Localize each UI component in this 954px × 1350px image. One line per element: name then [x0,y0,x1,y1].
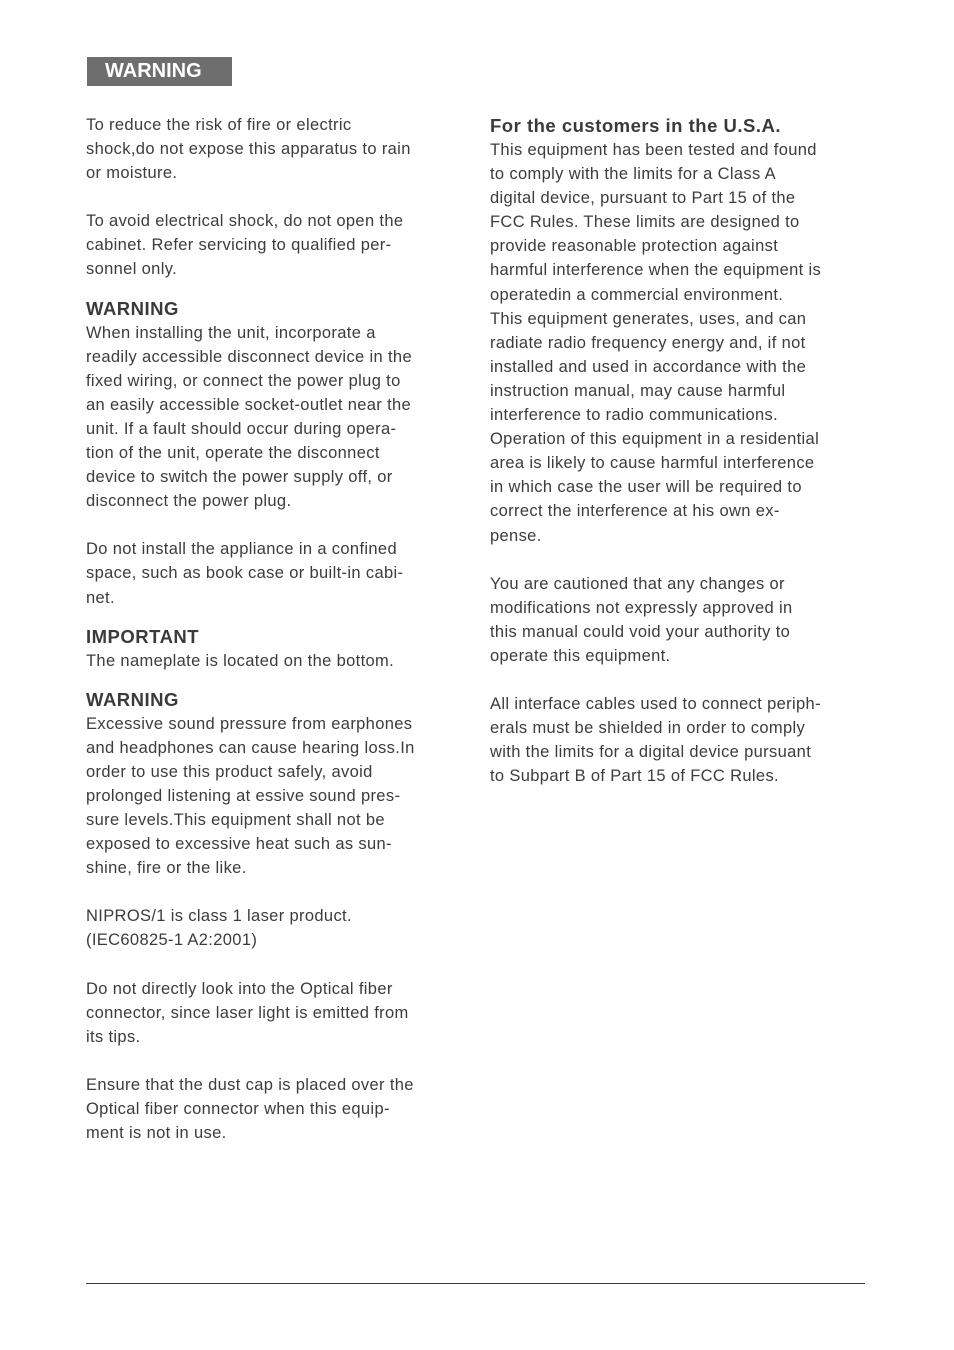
confined-space-paragraph: Do not install the appliance in a confined space, such as book case or built-in cabi- net. [86,540,404,607]
modifications-paragraph: You are cautioned that any changes or modifications not expressly approved in this manual could void your authority to operate this equipment. [490,574,793,665]
nameplate-paragraph: The nameplate is located on the bottom. [86,651,395,670]
fcc-compliance-paragraph: This equipment has been tested and found to comply with the limits for a Class A digital device, pursuant to Part 15 of the FCC Rules. These limits are designed to provide reasonable protection against harmful interference when the equipment is operatedin a commercial environment. This equipment generates, uses, and can radiate radio frequency energy and, if not installed and used in accordance with the instruction manual, may cause harmful interference to radio communications. Operation of this equipment in a residential area is likely to cause harmful interference in which case the user will be required to correct the interference at his own ex- pense. [490,141,822,545]
fire-shock-paragraph: To reduce the risk of fire or electric shock,do not expose this apparatus to rain or moisture. [86,116,411,183]
warning-badge: WARNING [87,57,232,86]
installation-warning-paragraph: When installing the unit, incorporate a readily accessible disconnect device in the fixed wiring, or connect the power plug to an easily accessible socket-outlet near the unit. If a fault should occur during opera- tion of the unit, operate the disconnect device to switch the power supply off, or disconnect the power plug. [86,323,412,511]
important-heading: IMPORTANT [86,625,200,647]
warning-heading-sound: WARNING [86,688,179,710]
interface-cables-paragraph: All interface cables used to connect periph- erals must be shielded in order to comply with the limits for a digital device pursuant to Subpart B of Part 15 of FCC Rules. [490,694,821,786]
usa-customers-heading: For the customers in the U.S.A. [490,115,781,136]
dust-cap-paragraph: Ensure that the dust cap is placed over the Optical fiber connector when this equip- ment is not in use. [86,1075,414,1142]
left-column [86,113,468,1145]
optical-fiber-paragraph: Do not directly look into the Optical fiber connector, since laser light is emitted from its tips. [86,979,409,1046]
warning-heading-installation: WARNING [86,297,179,319]
cabinet-paragraph: To avoid electrical shock, do not open the cabinet. Refer servicing to qualified per- sonnel only. [86,212,404,279]
right-column [490,113,874,788]
laser-class-paragraph: NIPROS/1 is class 1 laser product. (IEC60825-1 A2:2001) [86,907,352,950]
footer-divider [86,1283,865,1284]
sound-pressure-paragraph: Excessive sound pressure from earphones and headphones can cause hearing loss.In order to use this product safely, avoid prolonged listening at essive sound pres- sure levels.This equipment shall not be exposed to excessive heat such as sun- shine, fire or the like. [86,714,415,878]
